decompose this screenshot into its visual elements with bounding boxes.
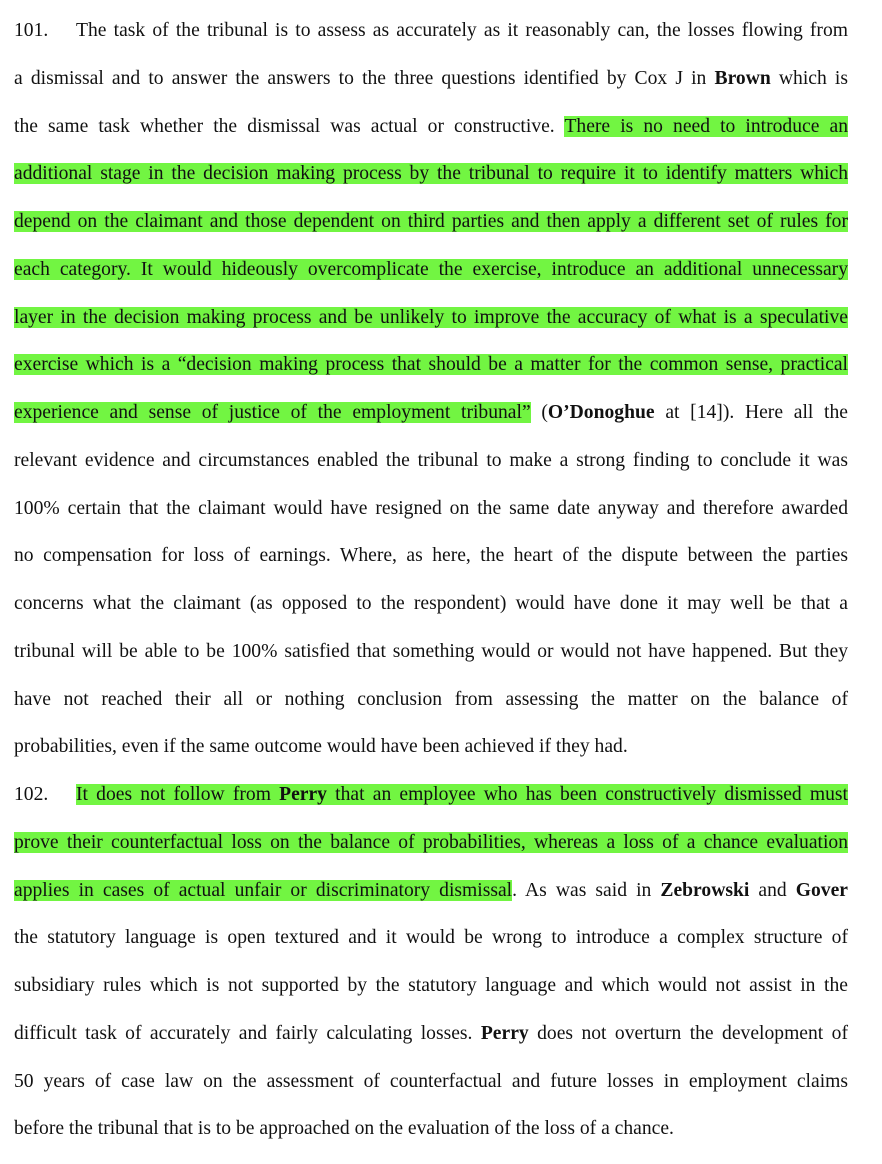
text-run: 50 years of case law on the assessment of counterfactual and future losses in employment claims	[14, 1070, 848, 1092]
highlighted-text: that an employee who has been constructively dismissed must	[326, 784, 848, 805]
text-line	[14, 686, 848, 714]
text-line	[14, 542, 848, 570]
highlighted-text: experience and sense of justice of the employment tribunal”	[14, 402, 531, 423]
text-line	[14, 399, 848, 427]
text-run: the same task whether the dismissal was actual or constructive.	[14, 115, 565, 137]
text-line	[14, 208, 848, 236]
text-run: at [14]). Here all the	[654, 402, 848, 423]
case-name: Zebrowski	[660, 879, 750, 901]
highlighted-text: applies in cases of actual unfair or discriminatory dismissal	[14, 879, 513, 901]
text-run: difficult task of accurately and fairly calculating losses.	[14, 1022, 481, 1044]
text-line	[14, 351, 848, 379]
highlighted-text: each category. It would hideously overcomplicate the exercise, introduce an additional unnecessary	[14, 258, 848, 280]
highlighted-text: There is no need to introduce an	[564, 115, 848, 137]
text-run: subsidiary rules which is not supported by the statutory language and which would not assist in the	[14, 975, 848, 996]
text-line	[14, 447, 848, 475]
text-line	[14, 638, 848, 666]
text-line	[14, 495, 848, 523]
text-line	[14, 1068, 848, 1096]
case-name: Brown	[714, 67, 771, 89]
text-line	[14, 1020, 848, 1048]
text-run: (	[530, 402, 548, 423]
text-run: have not reached their all or nothing conclusion from assessing the matter on the balance of	[14, 688, 848, 710]
text-run: does not overturn the development of	[528, 1022, 848, 1044]
highlighted-text: prove their counterfactual loss on the balance of probabilities, whereas a loss of a chance evaluation	[14, 831, 848, 853]
case-name: Gover	[795, 879, 848, 901]
text-run: probabilities, even if the same outcome would have been achieved if they had.	[14, 736, 628, 758]
paragraph-number: 102.	[14, 784, 49, 805]
text-line	[14, 17, 848, 45]
text-line	[14, 256, 848, 284]
text-line	[14, 733, 848, 761]
text-run: a dismissal and to answer the answers to the three questions identified by Cox J in	[14, 67, 715, 89]
text-line	[14, 829, 848, 857]
text-line	[14, 877, 848, 905]
text-line	[14, 781, 848, 809]
text-line	[14, 65, 848, 93]
highlighted-text: It does not follow from	[76, 784, 280, 805]
text-run: concerns what the claimant (as opposed to the respondent) would have done it may well be that a	[14, 593, 848, 614]
text-line	[14, 304, 848, 332]
highlighted-text: layer in the decision making process and be unlikely to improve the accuracy of what is a speculative	[14, 306, 848, 328]
paragraph-number: 101.	[14, 20, 49, 41]
text-line	[14, 972, 848, 1000]
text-run: no compensation for loss of earnings. Where, as here, the heart of the dispute between the parties	[14, 545, 848, 567]
highlighted-text: Perry	[279, 784, 327, 805]
text-run: which is	[770, 67, 848, 89]
highlighted-text: depend on the claimant and those dependent on third parties and then apply a different set of rules for	[14, 211, 848, 232]
text-line	[14, 924, 848, 952]
highlighted-text: additional stage in the decision making process by the tribunal to require it to identify matters which	[14, 163, 848, 185]
text-line	[14, 160, 848, 188]
text-run: the statutory language is open textured and it would be wrong to introduce a complex structure of	[14, 927, 848, 949]
text-run: and	[749, 879, 796, 901]
text-run: relevant evidence and circumstances enabled the tribunal to make a strong finding to conclude it was	[14, 449, 848, 471]
text-run: 100% certain that the claimant would have resigned on the same date anyway and therefore awarded	[14, 497, 848, 519]
text-line	[14, 590, 848, 618]
highlighted-text: exercise which is a “decision making process that should be a matter for the common sense, practical	[14, 354, 848, 376]
case-name: Perry	[480, 1022, 529, 1044]
text-line	[14, 113, 848, 141]
text-run: . As was said in	[512, 879, 661, 901]
text-line	[14, 1115, 848, 1143]
text-run: The task of the tribunal is to assess as accurately as it reasonably can, the losses flowing from	[76, 20, 848, 41]
text-run: before the tribunal that is to be approached on the evaluation of the loss of a chance.	[14, 1118, 674, 1140]
case-name: O’Donoghue	[547, 402, 655, 423]
text-run: tribunal will be able to be 100% satisfied that something would or would not have happened. But they	[14, 640, 848, 662]
